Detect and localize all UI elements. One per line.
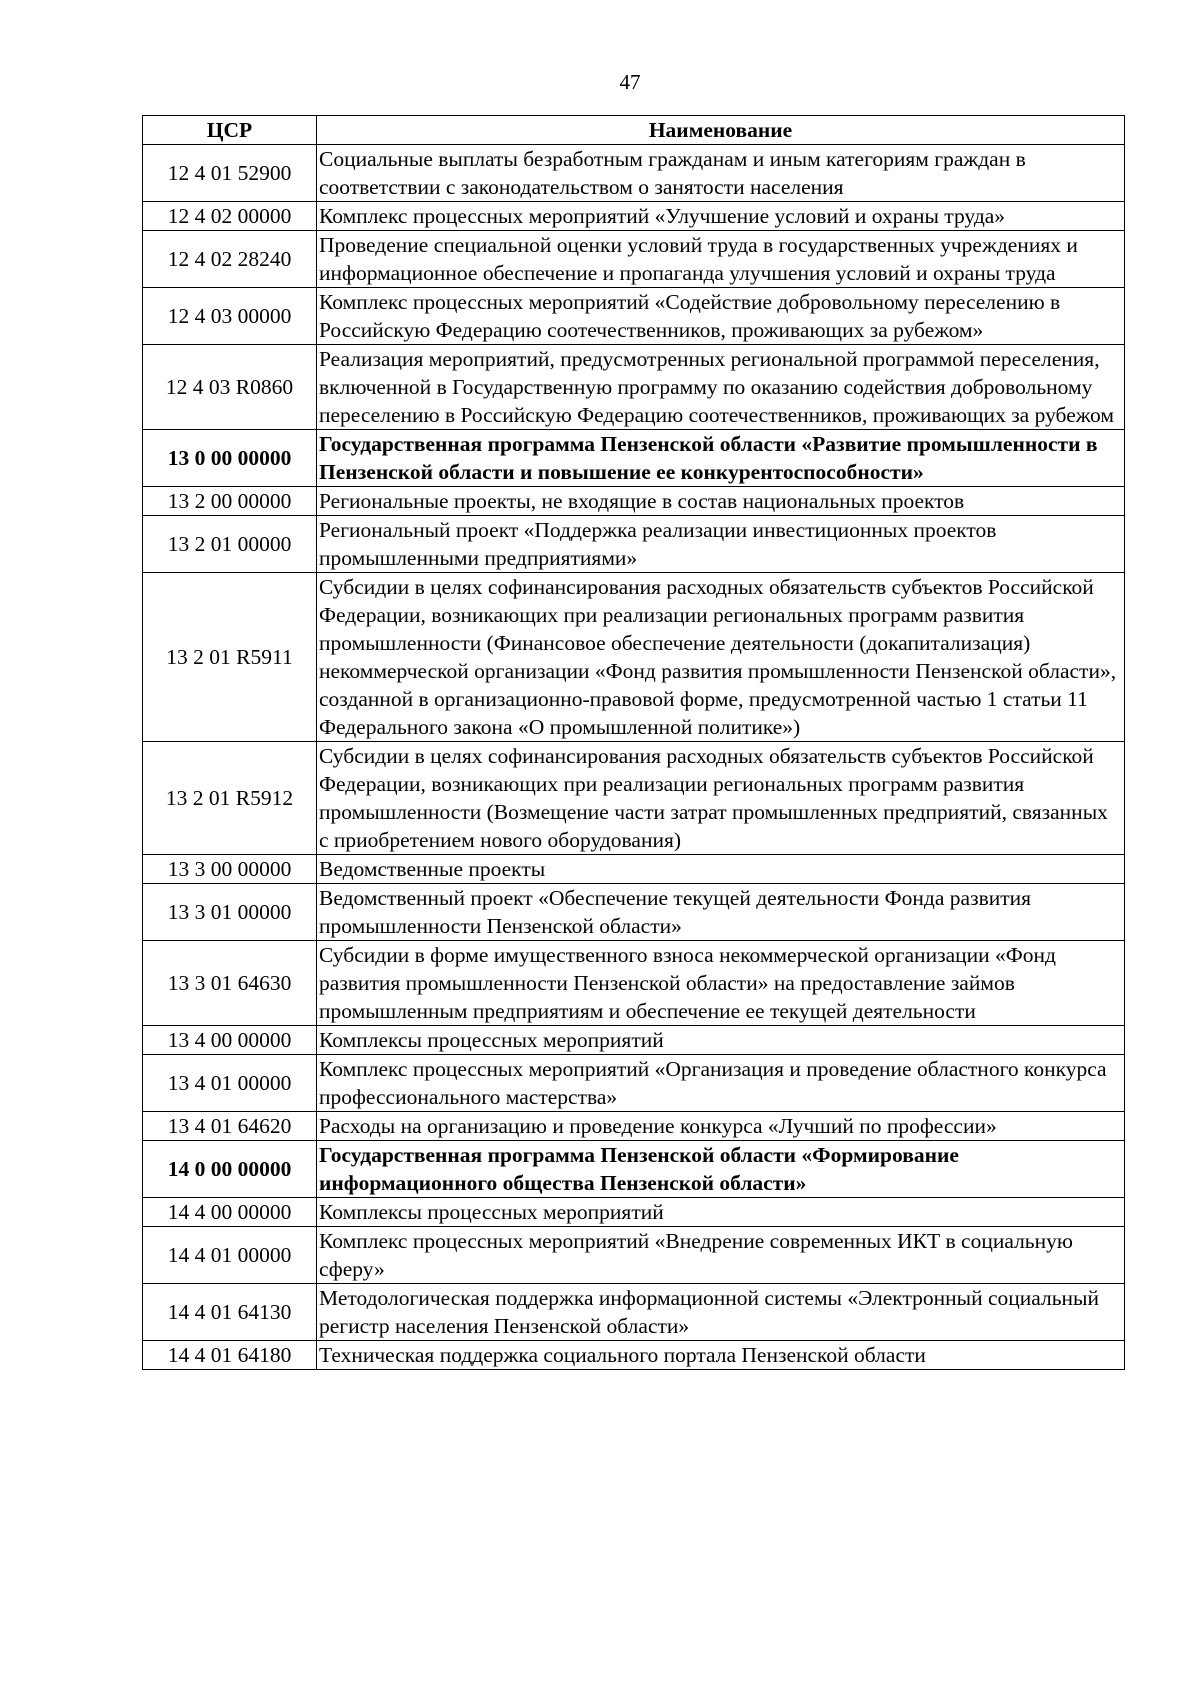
table-row [143,202,1125,231]
row-name-cell: Комплекс процессных мероприятий «Улучшение условий и охраны труда» [317,202,1125,231]
row-name-cell: Комплекс процессных мероприятий «Содействие добровольному переселению в Российскую Федерацию соотечественников, проживающих за рубежом» [317,288,1125,345]
table-row [143,1284,1125,1341]
table-row [143,516,1125,573]
table-row [143,145,1125,202]
table-row [143,487,1125,516]
table-row [143,288,1125,345]
row-code-cell: 14 4 01 64130 [143,1284,317,1341]
row-name-cell: Государственная программа Пензенской области «Формирование информационного общества Пензенской области» [317,1141,1125,1198]
row-code-cell: 13 2 01 00000 [143,516,317,573]
table-row [143,1341,1125,1370]
table-row [143,1112,1125,1141]
table-row [143,1227,1125,1284]
row-name-cell: Ведомственные проекты [317,855,1125,884]
row-name-cell: Методологическая поддержка информационной системы «Электронный социальный регистр населения Пензенской области» [317,1284,1125,1341]
budget-classification-table [142,115,1125,1370]
table-row [143,1198,1125,1227]
row-code-cell: 13 4 00 00000 [143,1026,317,1055]
row-name-cell: Проведение специальной оценки условий труда в государственных учреждениях и информационное обеспечение и пропаганда улучшения условий и охраны труда [317,231,1125,288]
row-name-cell: Социальные выплаты безработным гражданам и иным категориям граждан в соответствии с законодательством о занятости населения [317,145,1125,202]
row-code-cell: 12 4 03 00000 [143,288,317,345]
row-name-cell: Субсидии в форме имущественного взноса некоммерческой организации «Фонд развития промышленности Пензенской области» на предоставление займов промышленным предприятиям и обеспечение ее текущей деятельности [317,941,1125,1026]
row-code-cell: 13 4 01 00000 [143,1055,317,1112]
row-code-cell: 12 4 01 52900 [143,145,317,202]
row-code-cell: 12 4 02 00000 [143,202,317,231]
row-code-cell: 14 0 00 00000 [143,1141,317,1198]
table-row [143,1026,1125,1055]
column-header-name: Наименование [317,116,1125,145]
row-name-cell: Техническая поддержка социального портала Пензенской области [317,1341,1125,1370]
row-name-cell: Комплексы процессных мероприятий [317,1198,1125,1227]
row-name-cell: Комплекс процессных мероприятий «Организация и проведение областного конкурса профессионального мастерства» [317,1055,1125,1112]
row-code-cell: 12 4 02 28240 [143,231,317,288]
row-code-cell: 13 3 01 64630 [143,941,317,1026]
column-header-code: ЦСР [143,116,317,145]
row-name-cell: Субсидии в целях софинансирования расходных обязательств субъектов Российской Федерации, возникающих при реализации региональных программ развития промышленности (Финансовое обеспечение деятельности (докапитализация) некоммерческой организации «Фонд развития промышленности Пензенской области», созданной в организационно-правовой форме, предусмотренной частью 1 статьи 11 Федерального закона «О промышленной политике») [317,573,1125,742]
row-name-cell: Реализация мероприятий, предусмотренных региональной программой переселения, включенной в Государственную программу по оказанию содействия добровольному переселению в Российскую Федерацию соотечественников, проживающих за рубежом [317,345,1125,430]
row-code-cell: 14 4 01 64180 [143,1341,317,1370]
table-header-row [143,116,1125,145]
table-row [143,855,1125,884]
row-code-cell: 14 4 01 00000 [143,1227,317,1284]
row-code-cell: 13 3 00 00000 [143,855,317,884]
row-name-cell: Государственная программа Пензенской области «Развитие промышленности в Пензенской области и повышение ее конкурентоспособности» [317,430,1125,487]
row-name-cell: Расходы на организацию и проведение конкурса «Лучший по профессии» [317,1112,1125,1141]
table-row [143,884,1125,941]
page-number: 47 [619,70,641,94]
table-row [143,1055,1125,1112]
row-code-cell: 13 2 00 00000 [143,487,317,516]
row-code-cell: 12 4 03 R0860 [143,345,317,430]
row-name-cell: Региональные проекты, не входящие в состав национальных проектов [317,487,1125,516]
row-code-cell: 13 2 01 R5912 [143,742,317,855]
row-code-cell: 13 0 00 00000 [143,430,317,487]
table-row [143,1141,1125,1198]
row-code-cell: 13 4 01 64620 [143,1112,317,1141]
row-name-cell: Субсидии в целях софинансирования расходных обязательств субъектов Российской Федерации, возникающих при реализации региональных программ развития промышленности (Возмещение части затрат промышленных предприятий, связанных с приобретением нового оборудования) [317,742,1125,855]
table-row [143,430,1125,487]
table-row [143,941,1125,1026]
row-code-cell: 13 2 01 R5911 [143,573,317,742]
table-row [143,573,1125,742]
table-body [143,145,1125,1370]
row-name-cell: Комплекс процессных мероприятий «Внедрение современных ИКТ в социальную сферу» [317,1227,1125,1284]
row-name-cell: Региональный проект «Поддержка реализации инвестиционных проектов промышленными предприятиями» [317,516,1125,573]
row-name-cell: Ведомственный проект «Обеспечение текущей деятельности Фонда развития промышленности Пензенской области» [317,884,1125,941]
row-code-cell: 14 4 00 00000 [143,1198,317,1227]
row-name-cell: Комплексы процессных мероприятий [317,1026,1125,1055]
row-code-cell: 13 3 01 00000 [143,884,317,941]
table-row [143,345,1125,430]
table-row [143,231,1125,288]
table-row [143,742,1125,855]
